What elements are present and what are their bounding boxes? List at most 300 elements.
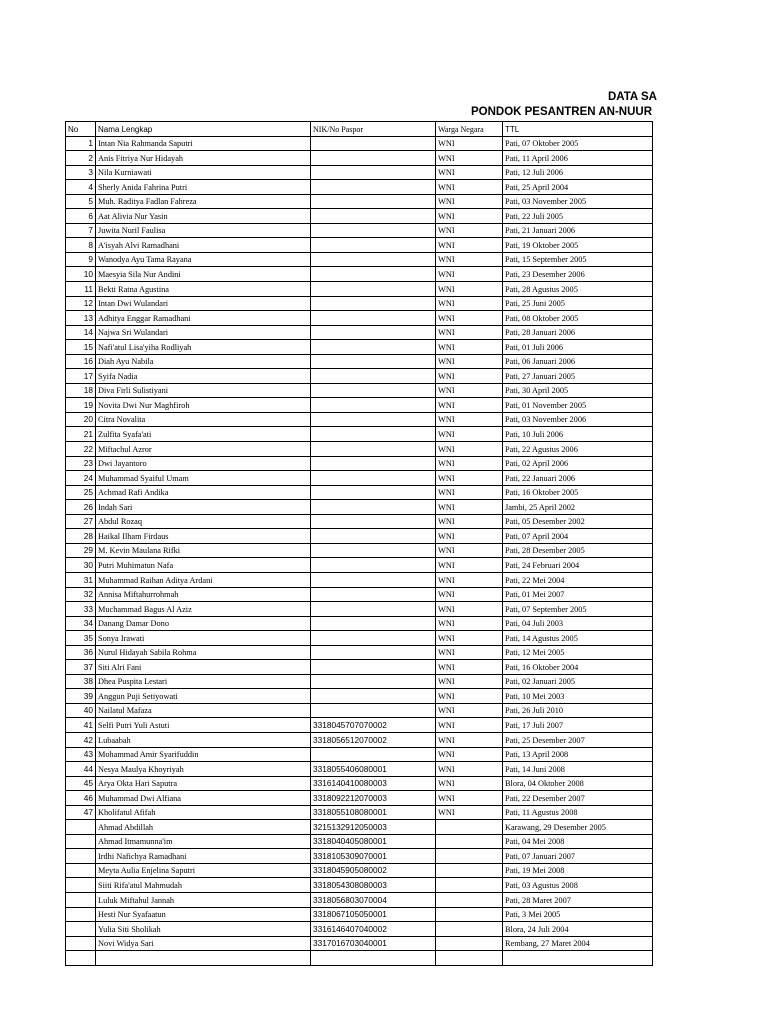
table-row: [66, 674, 653, 689]
cell-nik: [311, 325, 436, 340]
cell-nama: Arya Okta Hari Saputra: [96, 776, 311, 791]
table-row: [66, 718, 653, 733]
table-row: [66, 878, 653, 893]
cell-warga-negara: WNI: [436, 616, 503, 631]
cell-nik: [311, 543, 436, 558]
cell-warga-negara: WNI: [436, 529, 503, 544]
cell-nama: Muhammad Dwi Alfiana: [96, 791, 311, 806]
cell-nik: [311, 456, 436, 471]
cell-ttl: Pati, 01 Juli 2006: [503, 340, 653, 355]
cell-nik: 3318054308080003: [311, 878, 436, 893]
table-row: [66, 412, 653, 427]
cell-nik: [311, 354, 436, 369]
cell-warga-negara: [436, 834, 503, 849]
cell-no: 42: [66, 732, 96, 747]
cell-nik: [311, 223, 436, 238]
cell-no: 44: [66, 762, 96, 777]
table-header-row: [66, 122, 653, 137]
cell-warga-negara: WNI: [436, 194, 503, 209]
cell-nama: Lubaabah: [96, 732, 311, 747]
table-row: [66, 325, 653, 340]
cell-warga-negara: WNI: [436, 689, 503, 704]
cell-no: 41: [66, 718, 96, 733]
cell-no: [66, 834, 96, 849]
cell-ttl: Pati, 07 April 2004: [503, 529, 653, 544]
cell-ttl: Pati, 02 April 2006: [503, 456, 653, 471]
cell-nama: Sherly Anida Fahrina Putri: [96, 180, 311, 195]
table-row: [66, 922, 653, 937]
cell-nik: 3318045707070002: [311, 718, 436, 733]
cell-nik: [311, 267, 436, 282]
column-header-nik: NIK/No Paspor: [311, 122, 436, 137]
table-row: [66, 238, 653, 253]
cell-nama: Intan Nia Rahmanda Saputri: [96, 136, 311, 151]
cell-no: 46: [66, 791, 96, 806]
table-row: [66, 543, 653, 558]
cell-warga-negara: WNI: [436, 412, 503, 427]
cell-nik: 3318056512070002: [311, 732, 436, 747]
cell-ttl: Pati, 13 April 2008: [503, 747, 653, 762]
cell-warga-negara: WNI: [436, 282, 503, 297]
cell-nik: [311, 252, 436, 267]
cell-nik: [311, 194, 436, 209]
cell-nik: [311, 514, 436, 529]
cell-nama: Nila Kurniawati: [96, 165, 311, 180]
cell-ttl: Pati, 01 November 2005: [503, 398, 653, 413]
cell-warga-negara: WNI: [436, 165, 503, 180]
cell-ttl: Pati, 03 Agustus 2008: [503, 878, 653, 893]
cell-ttl: Pati, 11 Agustus 2008: [503, 805, 653, 820]
cell-warga-negara: WNI: [436, 747, 503, 762]
table-row: [66, 951, 653, 966]
cell-warga-negara: WNI: [436, 238, 503, 253]
cell-warga-negara: [436, 820, 503, 835]
cell-no: 15: [66, 340, 96, 355]
cell-nik: [311, 340, 436, 355]
cell-nik: [311, 471, 436, 486]
cell-ttl: Pati, 25 Desember 2007: [503, 732, 653, 747]
cell-no: 47: [66, 805, 96, 820]
cell-nama: Indah Sari: [96, 500, 311, 515]
cell-nama: Nailatul Mafaza: [96, 703, 311, 718]
cell-ttl: Pati, 28 Desember 2005: [503, 543, 653, 558]
cell-ttl: Pati, 28 Agustus 2005: [503, 282, 653, 297]
cell-ttl: Pati, 16 Oktober 2004: [503, 660, 653, 675]
table-row: [66, 500, 653, 515]
table-row: [66, 616, 653, 631]
cell-nik: [311, 151, 436, 166]
table-row: [66, 209, 653, 224]
table-row: [66, 151, 653, 166]
cell-no: [66, 849, 96, 864]
cell-ttl: Pati, 04 Juli 2003: [503, 616, 653, 631]
cell-nik: [311, 209, 436, 224]
cell-nama: Miftachul Azror: [96, 442, 311, 457]
cell-warga-negara: WNI: [436, 180, 503, 195]
document-title: DATA SA: [608, 91, 657, 103]
cell-nik: [311, 165, 436, 180]
cell-no: [66, 892, 96, 907]
cell-warga-negara: WNI: [436, 340, 503, 355]
cell-ttl: Pati, 19 Oktober 2005: [503, 238, 653, 253]
cell-warga-negara: WNI: [436, 514, 503, 529]
cell-nik: 3318105309070001: [311, 849, 436, 864]
cell-warga-negara: WNI: [436, 645, 503, 660]
table-row: [66, 398, 653, 413]
cell-warga-negara: WNI: [436, 398, 503, 413]
cell-warga-negara: WNI: [436, 325, 503, 340]
cell-ttl: Pati, 04 Mei 2008: [503, 834, 653, 849]
table-row: [66, 194, 653, 209]
cell-warga-negara: WNI: [436, 732, 503, 747]
cell-warga-negara: [436, 936, 503, 951]
cell-nama: Danang Damar Dono: [96, 616, 311, 631]
cell-nama: Citra Novalita: [96, 412, 311, 427]
cell-nama: Achmad Rafi Andika: [96, 485, 311, 500]
cell-no: 34: [66, 616, 96, 631]
cell-ttl: Pati, 07 Januari 2007: [503, 849, 653, 864]
cell-ttl: Pati, 28 Januari 2006: [503, 325, 653, 340]
cell-no: [66, 820, 96, 835]
cell-ttl: Pati, 22 Juli 2005: [503, 209, 653, 224]
table-row: [66, 558, 653, 573]
cell-ttl: Pati, 02 Januari 2005: [503, 674, 653, 689]
cell-no: 35: [66, 631, 96, 646]
table-row: [66, 762, 653, 777]
cell-no: 27: [66, 514, 96, 529]
cell-no: 25: [66, 485, 96, 500]
table-row: [66, 427, 653, 442]
cell-warga-negara: WNI: [436, 805, 503, 820]
cell-no: 28: [66, 529, 96, 544]
cell-warga-negara: WNI: [436, 442, 503, 457]
cell-no: 6: [66, 209, 96, 224]
cell-nik: [311, 660, 436, 675]
cell-no: 3: [66, 165, 96, 180]
cell-ttl: Blora, 04 Oktober 2008: [503, 776, 653, 791]
cell-nama: Muh. Raditya Fadlan Fahreza: [96, 194, 311, 209]
cell-warga-negara: WNI: [436, 703, 503, 718]
cell-nama: Wanodya Ayu Tama Rayana: [96, 252, 311, 267]
cell-warga-negara: [436, 951, 503, 966]
cell-no: 37: [66, 660, 96, 675]
table-row: [66, 572, 653, 587]
cell-nama: Selfi Putri Yuli Astuti: [96, 718, 311, 733]
table-row: [66, 747, 653, 762]
cell-no: [66, 907, 96, 922]
cell-nik: [311, 311, 436, 326]
document-subtitle: PONDOK PESANTREN AN-NUUR: [470, 106, 652, 118]
cell-nik: [311, 282, 436, 297]
cell-nik: [311, 369, 436, 384]
cell-nik: [311, 645, 436, 660]
cell-ttl: Blora, 24 Juli 2004: [503, 922, 653, 937]
cell-no: 33: [66, 602, 96, 617]
cell-warga-negara: WNI: [436, 354, 503, 369]
cell-no: [66, 922, 96, 937]
cell-ttl: Pati, 22 Agustus 2006: [503, 442, 653, 457]
cell-no: 32: [66, 587, 96, 602]
cell-nik: [311, 747, 436, 762]
cell-nik: [311, 689, 436, 704]
cell-nik: [311, 529, 436, 544]
cell-nama: Haikal Ilham Firdaus: [96, 529, 311, 544]
cell-ttl: Pati, 3 Mei 2005: [503, 907, 653, 922]
cell-ttl: Pati, 22 Januari 2006: [503, 471, 653, 486]
cell-nik: [311, 180, 436, 195]
table-row: [66, 776, 653, 791]
cell-nama: Ahmad Abdillah: [96, 820, 311, 835]
table-row: [66, 820, 653, 835]
cell-nik: 3318045905080002: [311, 863, 436, 878]
cell-nik: [311, 558, 436, 573]
cell-ttl: Pati, 30 April 2005: [503, 383, 653, 398]
cell-warga-negara: WNI: [436, 543, 503, 558]
column-header-warga-negara: Warga Negara: [436, 122, 503, 137]
cell-nama: Diva Firli Sulistiyani: [96, 383, 311, 398]
cell-warga-negara: [436, 922, 503, 937]
cell-ttl: Pati, 22 Mei 2004: [503, 572, 653, 587]
cell-no: 12: [66, 296, 96, 311]
cell-no: 45: [66, 776, 96, 791]
table-body: [66, 136, 653, 965]
cell-nama: Maesyia Sila Nur Andini: [96, 267, 311, 282]
cell-nama: Nafi'atul Lisa'yiha Rodliyah: [96, 340, 311, 355]
table-row: [66, 602, 653, 617]
table-row: [66, 311, 653, 326]
cell-ttl: Pati, 25 April 2004: [503, 180, 653, 195]
cell-warga-negara: [436, 849, 503, 864]
cell-warga-negara: WNI: [436, 558, 503, 573]
table-row: [66, 136, 653, 151]
cell-nama: Sonya Irawati: [96, 631, 311, 646]
cell-warga-negara: WNI: [436, 500, 503, 515]
column-header-ttl: TTL: [503, 122, 653, 137]
cell-nama: Kholifatul Afifah: [96, 805, 311, 820]
cell-nik: [311, 383, 436, 398]
cell-no: 29: [66, 543, 96, 558]
cell-no: [66, 951, 96, 966]
cell-warga-negara: WNI: [436, 456, 503, 471]
cell-nik: [311, 500, 436, 515]
table-row: [66, 936, 653, 951]
cell-no: 2: [66, 151, 96, 166]
cell-nik: [311, 674, 436, 689]
cell-nik: 3318067105050001: [311, 907, 436, 922]
table-row: [66, 660, 653, 675]
cell-warga-negara: WNI: [436, 383, 503, 398]
table-row: [66, 703, 653, 718]
cell-ttl: Pati, 26 Juli 2010: [503, 703, 653, 718]
cell-no: 1: [66, 136, 96, 151]
cell-no: 11: [66, 282, 96, 297]
cell-nik: 3318055406080001: [311, 762, 436, 777]
column-header-nama: Nama Lengkap: [96, 122, 311, 137]
cell-no: 26: [66, 500, 96, 515]
cell-no: 22: [66, 442, 96, 457]
cell-nama: Zulfita Syafa'ati: [96, 427, 311, 442]
cell-warga-negara: WNI: [436, 136, 503, 151]
cell-warga-negara: WNI: [436, 471, 503, 486]
cell-ttl: Pati, 25 Juni 2005: [503, 296, 653, 311]
cell-no: 38: [66, 674, 96, 689]
cell-nama: Ahmad Itmamunna'im: [96, 834, 311, 849]
cell-nama: Luluk Miftahul Jannah: [96, 892, 311, 907]
cell-no: [66, 878, 96, 893]
table-row: [66, 834, 653, 849]
table-row: [66, 514, 653, 529]
cell-ttl: Rembang, 27 Maret 2004: [503, 936, 653, 951]
cell-nama: Hesti Nur Syafaatun: [96, 907, 311, 922]
cell-warga-negara: WNI: [436, 762, 503, 777]
cell-warga-negara: WNI: [436, 209, 503, 224]
cell-ttl: Pati, 19 Mei 2008: [503, 863, 653, 878]
column-header-no: No: [66, 122, 96, 137]
table-row: [66, 442, 653, 457]
cell-ttl: Pati, 07 September 2005: [503, 602, 653, 617]
cell-ttl: Pati, 12 Mei 2005: [503, 645, 653, 660]
table-row: [66, 689, 653, 704]
cell-no: 24: [66, 471, 96, 486]
table-row: [66, 456, 653, 471]
cell-nik: [311, 616, 436, 631]
cell-nik: [311, 412, 436, 427]
table-row: [66, 383, 653, 398]
cell-nama: Mohammad Amir Syarifuddin: [96, 747, 311, 762]
cell-nik: [311, 485, 436, 500]
cell-warga-negara: WNI: [436, 660, 503, 675]
cell-nama: Novi Widya Sari: [96, 936, 311, 951]
table-row: [66, 340, 653, 355]
cell-nik: [311, 703, 436, 718]
cell-nama: Bekti Ratna Agustina: [96, 282, 311, 297]
cell-nama: M. Kevin Maulana Rifki: [96, 543, 311, 558]
cell-nik: [311, 398, 436, 413]
cell-warga-negara: WNI: [436, 311, 503, 326]
cell-no: [66, 863, 96, 878]
cell-no: 17: [66, 369, 96, 384]
cell-nik: [311, 951, 436, 966]
cell-no: 18: [66, 383, 96, 398]
cell-ttl: Pati, 03 November 2005: [503, 194, 653, 209]
cell-nik: 3318056803070004: [311, 892, 436, 907]
cell-ttl: Pati, 08 Oktober 2005: [503, 311, 653, 326]
cell-warga-negara: WNI: [436, 602, 503, 617]
table-row: [66, 282, 653, 297]
cell-ttl: Pati, 27 Januari 2005: [503, 369, 653, 384]
cell-ttl: Pati, 22 Desember 2007: [503, 791, 653, 806]
cell-nik: [311, 631, 436, 646]
cell-nik: [311, 442, 436, 457]
cell-nik: 3316140410080003: [311, 776, 436, 791]
cell-no: 4: [66, 180, 96, 195]
cell-no: 36: [66, 645, 96, 660]
cell-no: 39: [66, 689, 96, 704]
cell-nama: Muchammad Bagus Al Aziz: [96, 602, 311, 617]
table-row: [66, 863, 653, 878]
cell-nama: Nurul Hidayah Sabila Rohma: [96, 645, 311, 660]
cell-ttl: Pati, 28 Maret 2007: [503, 892, 653, 907]
cell-ttl: Pati, 14 Juni 2008: [503, 762, 653, 777]
cell-no: 20: [66, 412, 96, 427]
cell-nik: [311, 427, 436, 442]
cell-nama: A'isyah Alvi Ramadhani: [96, 238, 311, 253]
cell-nik: 3318092212070003: [311, 791, 436, 806]
table-row: [66, 180, 653, 195]
table-row: [66, 587, 653, 602]
cell-nama: Putri Muhimatun Nafa: [96, 558, 311, 573]
cell-no: 21: [66, 427, 96, 442]
cell-nama: Adhitya Enggar Ramadhani: [96, 311, 311, 326]
cell-warga-negara: [436, 907, 503, 922]
cell-ttl: Pati, 06 Januari 2006: [503, 354, 653, 369]
cell-warga-negara: WNI: [436, 151, 503, 166]
cell-nama: Anis Fitriya Nur Hidayah: [96, 151, 311, 166]
cell-warga-negara: WNI: [436, 223, 503, 238]
cell-warga-negara: WNI: [436, 427, 503, 442]
cell-nik: [311, 296, 436, 311]
cell-warga-negara: WNI: [436, 252, 503, 267]
cell-ttl: Pati, 15 September 2005: [503, 252, 653, 267]
cell-nama: Intan Dwi Wulandari: [96, 296, 311, 311]
cell-ttl: Pati, 10 Juli 2006: [503, 427, 653, 442]
cell-warga-negara: [436, 863, 503, 878]
cell-no: 40: [66, 703, 96, 718]
cell-nama: Dwi Jayantoro: [96, 456, 311, 471]
table-row: [66, 631, 653, 646]
cell-nama: Yulia Siti Sholikah: [96, 922, 311, 937]
cell-no: 16: [66, 354, 96, 369]
table-row: [66, 252, 653, 267]
table-row: [66, 529, 653, 544]
table-row: [66, 892, 653, 907]
cell-nama: Muhammad Syaiful Umam: [96, 471, 311, 486]
cell-nama: Nesya Maulya Khoyriyah: [96, 762, 311, 777]
table-row: [66, 296, 653, 311]
cell-no: 7: [66, 223, 96, 238]
cell-warga-negara: WNI: [436, 267, 503, 282]
cell-no: 14: [66, 325, 96, 340]
data-table: [65, 121, 653, 966]
cell-nama: Novita Dwi Nur Maghfiroh: [96, 398, 311, 413]
cell-ttl: Pati, 05 Desember 2002: [503, 514, 653, 529]
cell-nik: [311, 238, 436, 253]
cell-ttl: Pati, 03 November 2006: [503, 412, 653, 427]
cell-no: [66, 936, 96, 951]
cell-ttl: Pati, 17 Juli 2007: [503, 718, 653, 733]
cell-nama: Abdul Rozaq: [96, 514, 311, 529]
cell-ttl: Pati, 07 Oktober 2005: [503, 136, 653, 151]
cell-warga-negara: WNI: [436, 674, 503, 689]
cell-ttl: [503, 951, 653, 966]
cell-ttl: Pati, 21 Januari 2006: [503, 223, 653, 238]
cell-ttl: Karawang, 29 Desember 2005: [503, 820, 653, 835]
table-row: [66, 791, 653, 806]
cell-nama: Anggun Puji Setiyowati: [96, 689, 311, 704]
cell-ttl: Pati, 11 April 2006: [503, 151, 653, 166]
cell-nama: Juwita Nuril Faulisa: [96, 223, 311, 238]
cell-nama: Siiti Rifa'atul Mahmudah: [96, 878, 311, 893]
cell-nama: Meyta Aulia Enjelina Saputri: [96, 863, 311, 878]
table-row: [66, 732, 653, 747]
cell-nik: 3318040405080001: [311, 834, 436, 849]
cell-no: 8: [66, 238, 96, 253]
cell-nik: 3215132912050003: [311, 820, 436, 835]
table-row: [66, 907, 653, 922]
cell-warga-negara: WNI: [436, 296, 503, 311]
cell-nama: Siti Alri Fani: [96, 660, 311, 675]
cell-ttl: Pati, 24 Februari 2004: [503, 558, 653, 573]
